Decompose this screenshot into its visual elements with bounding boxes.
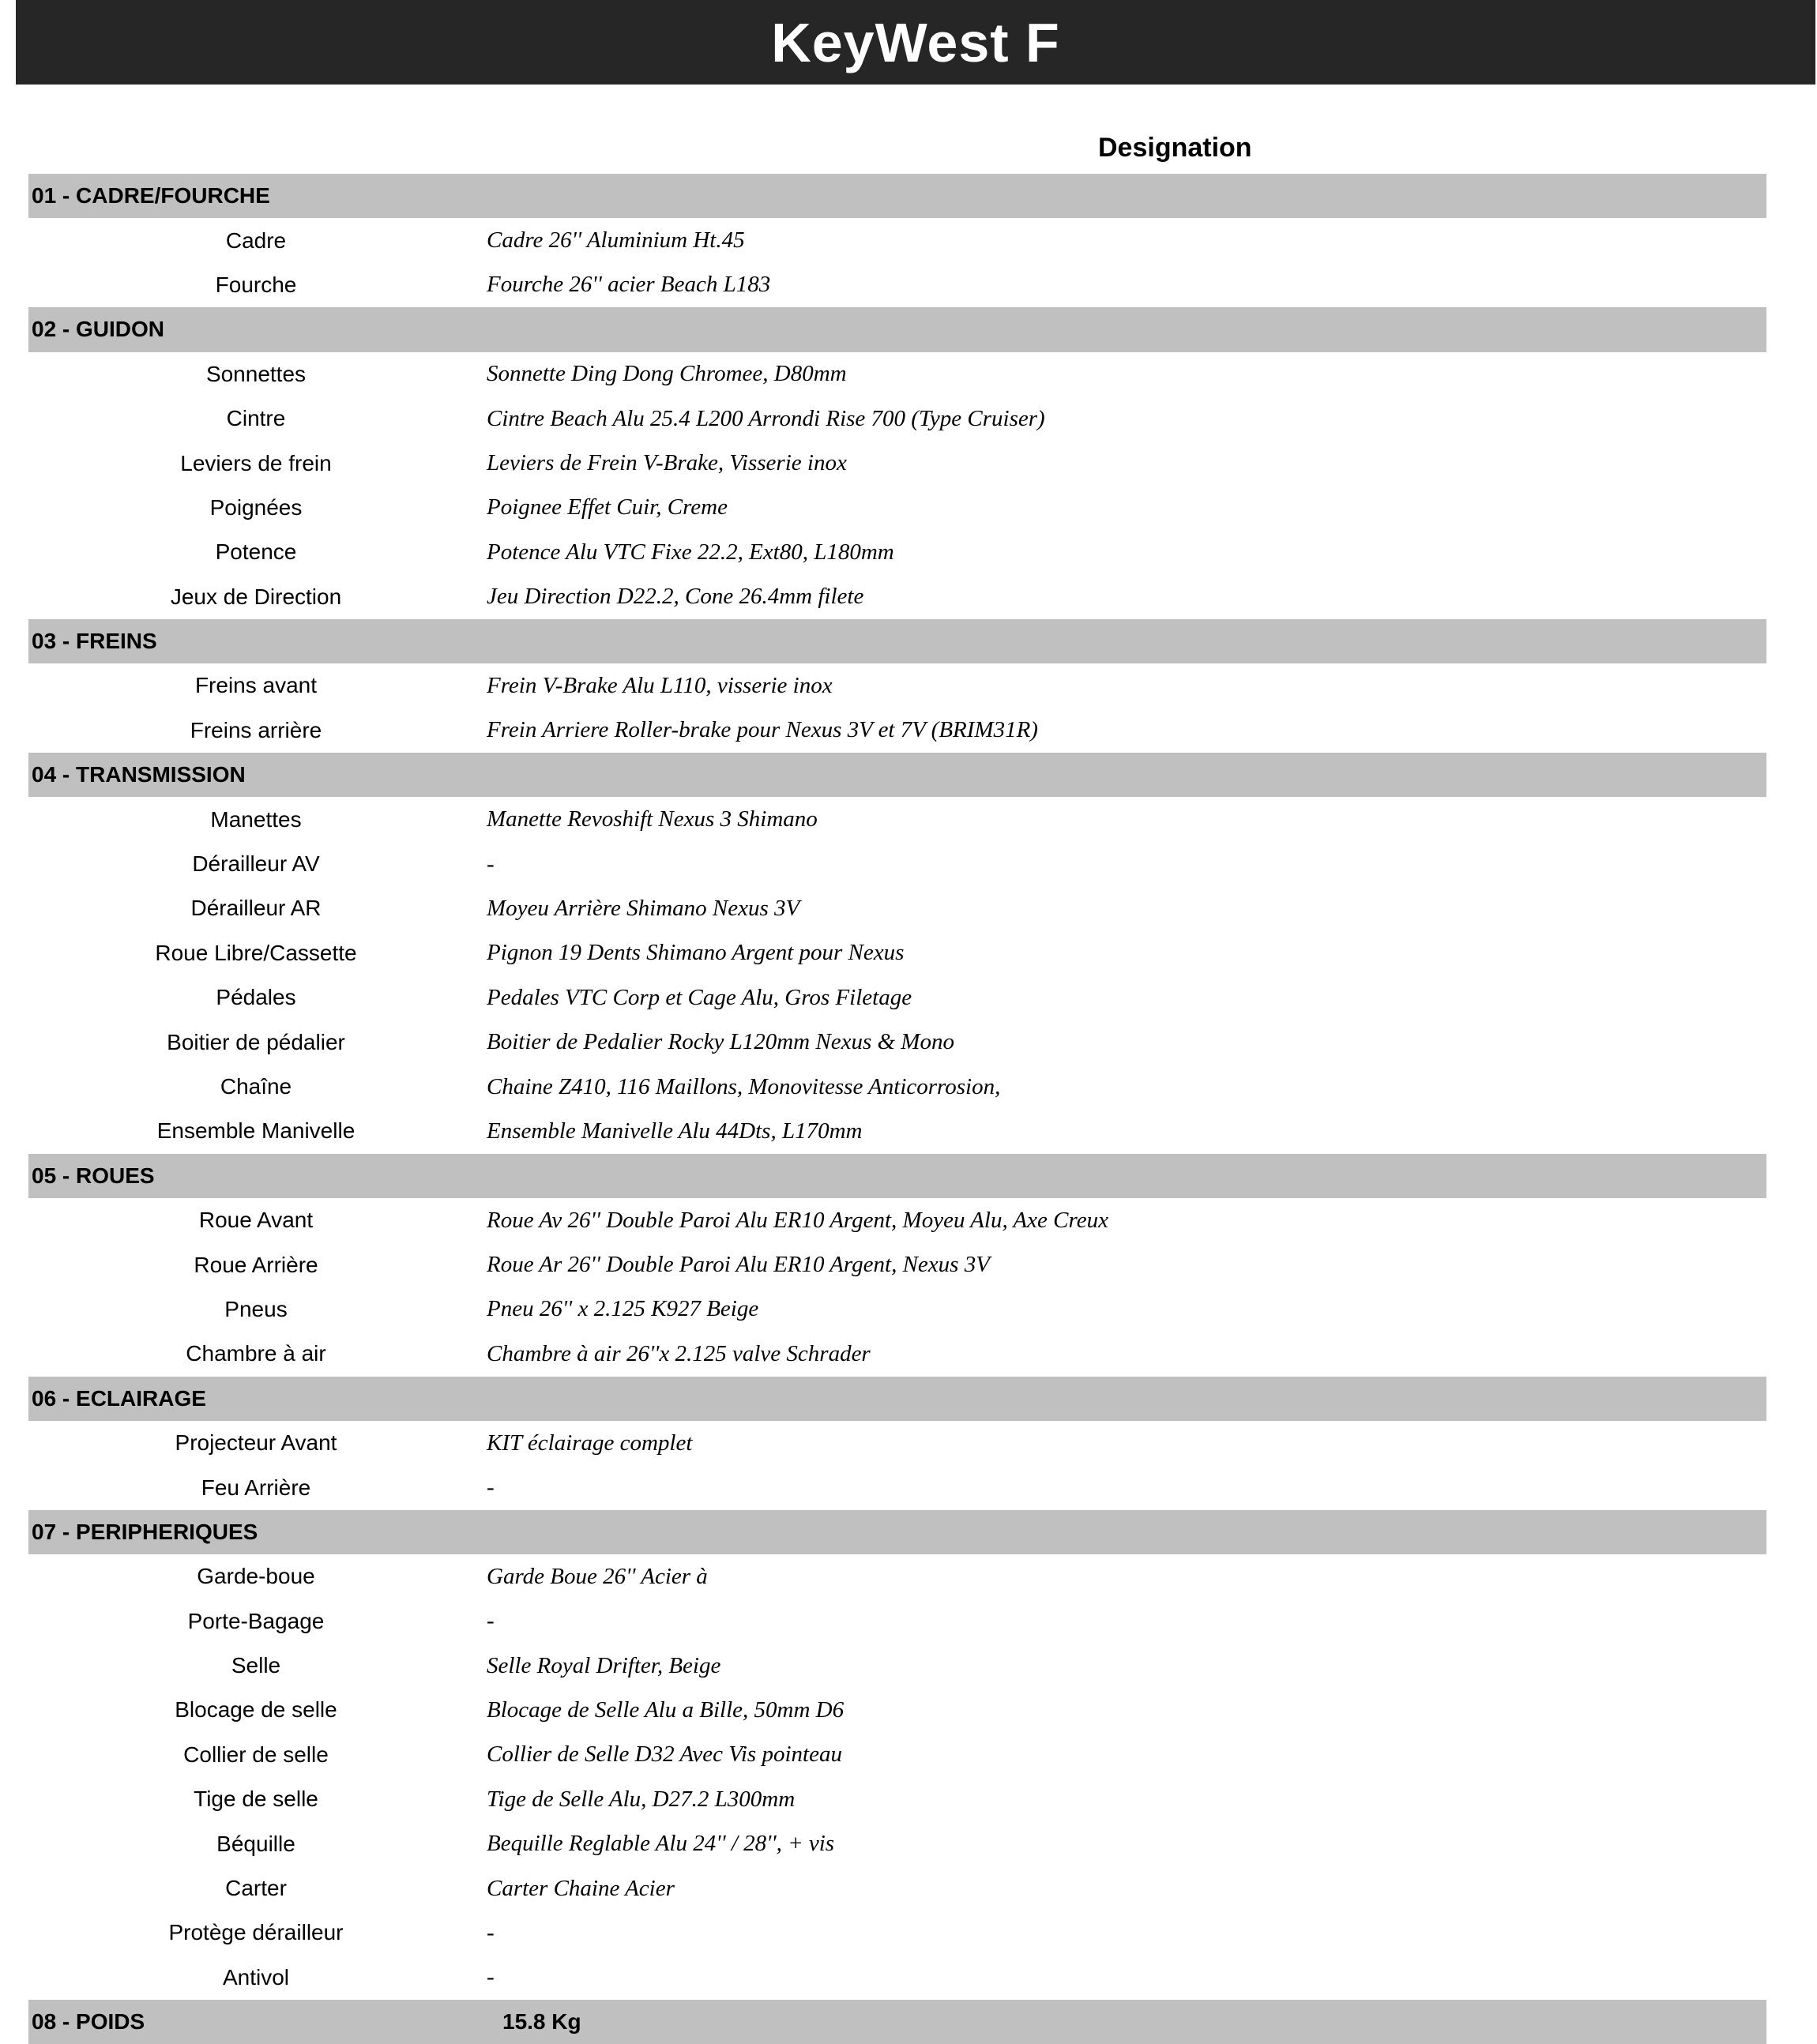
spec-label: Poignées	[209, 494, 303, 520]
spec-row	[28, 441, 1766, 485]
spec-value: Pignon 19 Dents Shimano Argent pour Nexus	[487, 940, 905, 966]
spec-value: -	[487, 1608, 495, 1634]
spec-row	[28, 1109, 1766, 1153]
section-header	[28, 307, 1766, 351]
page-title: KeyWest F	[771, 11, 1060, 73]
section-header	[28, 2000, 1766, 2044]
spec-label: Sonnettes	[205, 361, 307, 386]
spec-row	[28, 352, 1766, 396]
spec-table	[28, 174, 1766, 2044]
spec-value: Garde Boue 26'' Acier à	[487, 1563, 708, 1589]
spec-row	[28, 1287, 1766, 1332]
spec-label: Dérailleur AV	[192, 851, 320, 877]
spec-label: Tige de selle	[194, 1787, 318, 1812]
spec-label: Selle	[231, 1653, 281, 1678]
spec-row	[28, 1554, 1766, 1599]
spec-value: Carter Chaine Acier	[487, 1875, 675, 1901]
spec-value: Frein Arriere Roller-brake pour Nexus 3V et 7V (BRIM31R)	[487, 717, 1038, 743]
spec-row	[28, 1866, 1766, 1911]
spec-value: Selle Royal Drifter, Beige	[487, 1652, 721, 1678]
spec-row	[28, 1020, 1766, 1064]
spec-value: Roue Ar 26'' Double Paroi Alu ER10 Argent, Nexus 3V	[487, 1252, 990, 1278]
title-bar	[16, 0, 1815, 85]
spec-label: Roue Avant	[198, 1208, 314, 1233]
spec-value: Leviers de Frein V-Brake, Visserie inox	[487, 450, 847, 476]
spec-label: Carter	[225, 1876, 287, 1901]
spec-label: Dérailleur AR	[190, 896, 322, 921]
spec-value: Pedales VTC Corp et Cage Alu, Gros Filetage	[487, 984, 912, 1010]
spec-label: Ensemble Manivelle	[156, 1118, 356, 1144]
spec-row	[28, 396, 1766, 441]
spec-row	[28, 842, 1766, 886]
spec-row	[28, 1733, 1766, 1777]
spec-label: Collier de selle	[183, 1742, 329, 1767]
spec-row	[28, 1242, 1766, 1287]
spec-label: Chaîne	[220, 1074, 292, 1099]
spec-row	[28, 797, 1766, 841]
spec-value: Sonnette Ding Dong Chromee, D80mm	[487, 361, 847, 387]
spec-value: -	[487, 851, 495, 877]
spec-value: Jeu Direction D22.2, Cone 26.4mm filete	[487, 584, 864, 610]
spec-value: -	[487, 1964, 495, 1990]
spec-value: Ensemble Manivelle Alu 44Dts, L170mm	[487, 1118, 863, 1144]
spec-value: Blocage de Selle Alu a Bille, 50mm D6	[487, 1696, 845, 1723]
section-title: 02 - GUIDON	[32, 317, 165, 342]
spec-label: Leviers de frein	[180, 450, 332, 475]
spec-row	[28, 1688, 1766, 1732]
spec-label: Boitier de pédalier	[167, 1029, 345, 1054]
spec-row	[28, 1065, 1766, 1109]
section-header	[28, 1510, 1766, 1554]
spec-value: -	[487, 1475, 495, 1501]
spec-label: Fourche	[215, 272, 297, 297]
spec-value: Chambre à air 26''x 2.125 valve Schrader	[487, 1340, 871, 1366]
spec-value: Collier de Selle D32 Avec Vis pointeau	[487, 1742, 842, 1768]
spec-value: Roue Av 26'' Double Paroi Alu ER10 Argent, Moyeu Alu, Axe Creux	[487, 1207, 1108, 1233]
spec-label: Antivol	[222, 1964, 290, 1990]
spec-label: Roue Arrière	[194, 1252, 318, 1277]
spec-label: Roue Libre/Cassette	[155, 940, 357, 965]
spec-label: Freins arrière	[190, 717, 322, 742]
spec-value: Frein V-Brake Alu L110, visserie inox	[487, 672, 833, 698]
spec-value: Tige de Selle Alu, D27.2 L300mm	[487, 1786, 796, 1812]
section-header	[28, 1154, 1766, 1198]
section-header	[28, 174, 1766, 218]
spec-label: Béquille	[216, 1831, 295, 1856]
spec-row	[28, 975, 1766, 1020]
spec-label: Manettes	[210, 806, 302, 832]
spec-value: Potence Alu VTC Fixe 22.2, Ext80, L180mm	[487, 539, 894, 565]
spec-value: Moyeu Arrière Shimano Nexus 3V	[487, 895, 800, 921]
spec-row	[28, 1465, 1766, 1509]
spec-label: Feu Arrière	[201, 1475, 311, 1500]
spec-row	[28, 1599, 1766, 1644]
spec-row	[28, 575, 1766, 619]
spec-value: Manette Revoshift Nexus 3 Shimano	[487, 806, 818, 832]
spec-value: Cadre 26'' Aluminium Ht.45	[487, 227, 745, 254]
spec-value: KIT éclairage complet	[487, 1430, 693, 1456]
spec-row	[28, 486, 1766, 530]
spec-label: Pédales	[216, 985, 296, 1010]
spec-label: Pneus	[224, 1296, 288, 1321]
section-title: 03 - FREINS	[32, 629, 157, 654]
section-title: 08 - POIDS	[32, 2009, 145, 2035]
spec-value: Pneu 26'' x 2.125 K927 Beige	[487, 1296, 759, 1322]
section-title: 04 - TRANSMISSION	[32, 762, 246, 787]
spec-label: Cadre	[225, 227, 287, 253]
section-header	[28, 753, 1766, 797]
spec-value: Fourche 26'' acier Beach L183	[487, 272, 771, 298]
spec-row	[28, 263, 1766, 307]
spec-row	[28, 1644, 1766, 1688]
spec-value: Poignee Effet Cuir, Creme	[487, 494, 728, 520]
spec-row	[28, 1777, 1766, 1821]
spec-row	[28, 1332, 1766, 1376]
spec-row	[28, 1956, 1766, 2000]
spec-row	[28, 1911, 1766, 1955]
spec-label: Garde-boue	[197, 1564, 315, 1589]
spec-row	[28, 218, 1766, 262]
section-title: 05 - ROUES	[32, 1163, 155, 1188]
spec-label: Blocage de selle	[175, 1697, 337, 1723]
spec-label: Chambre à air	[186, 1341, 326, 1366]
spec-label: Cintre	[226, 406, 286, 431]
spec-row	[28, 530, 1766, 574]
spec-value: Cintre Beach Alu 25.4 L200 Arrondi Rise 700 (Type Cruiser)	[487, 405, 1045, 431]
section-header	[28, 1377, 1766, 1421]
spec-row	[28, 663, 1766, 708]
section-title: 01 - CADRE/FOURCHE	[32, 183, 270, 209]
spec-label: Jeux de Direction	[170, 584, 342, 609]
spec-label: Protège dérailleur	[168, 1920, 344, 1945]
spec-label: Projecteur Avant	[175, 1430, 337, 1456]
spec-label: Porte-Bagage	[187, 1608, 325, 1633]
column-header-designation: Designation	[1098, 133, 1252, 163]
spec-row	[28, 1198, 1766, 1242]
section-value: 15.8 Kg	[502, 2009, 581, 2035]
spec-row	[28, 931, 1766, 975]
spec-value: Chaine Z410, 116 Maillons, Monovitesse Anticorrosion,	[487, 1073, 1001, 1099]
spec-value: Bequille Reglable Alu 24'' / 28'', + vis	[487, 1831, 835, 1857]
spec-label: Freins avant	[194, 673, 318, 698]
spec-row	[28, 708, 1766, 753]
section-title: 07 - PERIPHERIQUES	[32, 1519, 258, 1544]
spec-value: -	[487, 1919, 495, 1945]
spec-value: Boitier de Pedalier Rocky L120mm Nexus & Mono	[487, 1029, 954, 1055]
spec-label: Potence	[215, 539, 297, 565]
spec-row	[28, 1821, 1766, 1866]
section-title: 06 - ECLAIRAGE	[32, 1385, 206, 1411]
spec-row	[28, 886, 1766, 930]
section-header	[28, 619, 1766, 663]
spec-row	[28, 1421, 1766, 1465]
